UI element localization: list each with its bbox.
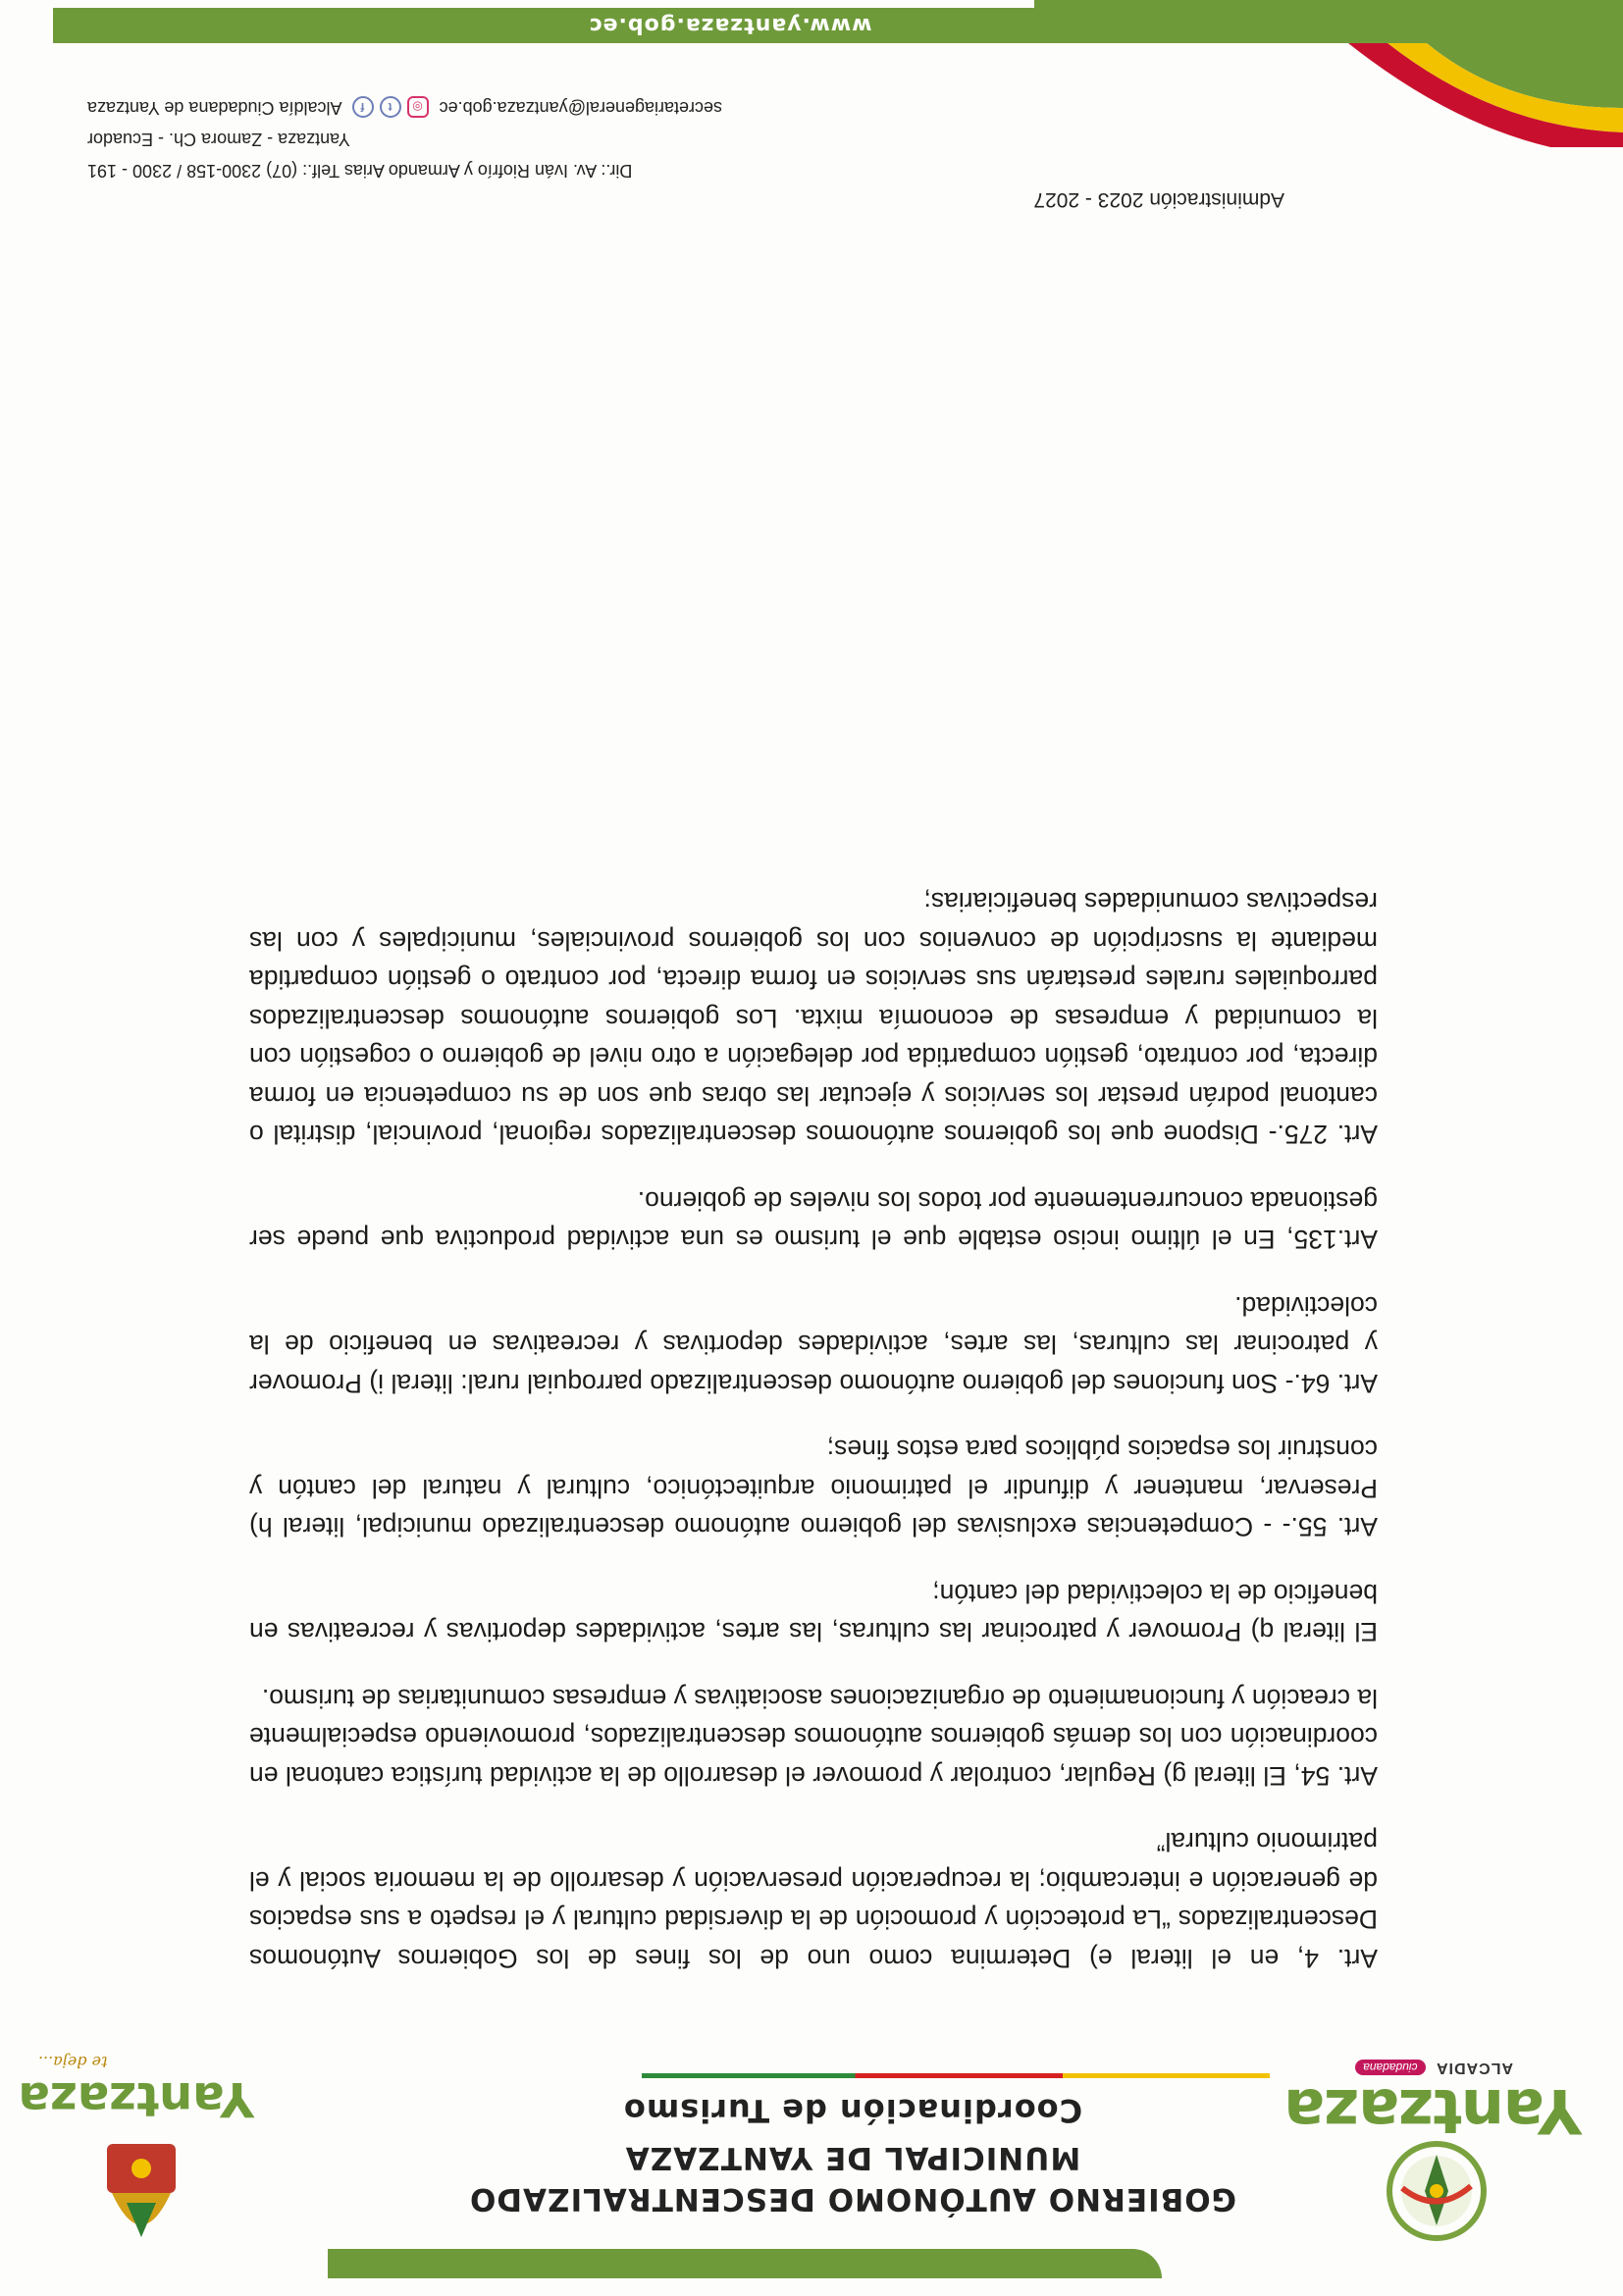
tricolor-rule [642,2073,1270,2078]
social-handle: Alcaldía Ciudadana de Yantzaza [87,98,342,118]
header-green-bar [328,2249,1162,2278]
institution-title-line1: GOBIERNO AUTÓNOMO DESCENTRALIZADO [468,2181,1237,2217]
contact-info [87,92,892,186]
alcaldia-text: ALCADIA [1436,2060,1513,2076]
orchid-emblem-icon [1378,2137,1495,2245]
institution-title-line2: MUNICIPAL DE YANTZAZA [624,2140,1081,2175]
email-social-line [87,92,892,124]
header-text-block [421,2092,1284,2219]
address-line: Dir.: Av. Iván Riofrío y Armando Arias Telf.: (07) 2300-158 / 2300 - 191 [87,161,633,181]
paragraph-art-55: Art. 55.- - Competencias exclusivas del gobierno autónomo descentralizado municipal, literal h) Preservar, mantener y difundir el patrimonio arquitectónico, cultural y natural del cantón y construir los espacios públicos para estos fines; [249,1435,1378,1542]
brand-tagline: te deja... [38,2053,108,2071]
letterhead-header [0,1982,1623,2296]
paragraph-art-135: Art.135, En el último inciso estable que el turismo es una actividad productiva que puede ser gestionada concurrentemente por todos los niveles de gobierno. [249,1186,1378,1255]
document-body [249,855,1378,1977]
alcaldia-label [1317,2047,1513,2076]
tourism-logo [18,2016,254,2262]
instagram-icon[interactable]: ◎ [407,96,429,118]
department-title: Coordinación de Turismo [622,2092,1083,2129]
email-address[interactable]: secretariageneral@yantzaza.gob.ec [439,98,723,118]
paragraph-art-64: Art. 64.- Son funciones del gobierno autónomo descentralizado parroquial rural: literal i) Promover y patrocinar las culturas, las artes, actividades deportivas y recreativas en beneficio de la colectividad. [249,1291,1378,1398]
ciudadana-badge: ciudadana [1355,2060,1425,2075]
city-line: Yantzaza - Zamora Ch. - Ecuador [87,130,350,149]
website-link[interactable]: www.yantzaza.gob.ec [588,13,872,37]
alcaldia-logo [1284,2044,1582,2245]
paragraph-art-54: Art. 54, El literal g) Regular, controlar y promover el desarrollo de la actividad turística cantonal en coordinación con los demás gobiernos autónomos descentralizados, promoviendo especialmente la creación y funcionamiento de organizaciones asociativas y empresas comunitarias de turismo. [249,1684,1378,1791]
facebook-icon[interactable]: f [352,96,374,118]
paragraph-literal-q: El literal q) Promover y patrocinar las culturas, las artes, actividades deportivas y recreativas en beneficio de la colectividad del cantón; [249,1579,1378,1647]
social-icons [352,96,429,118]
tourism-emblem-icon [97,2134,185,2262]
brand-left: Yantzaza [1284,2075,1582,2147]
paragraph-art-275: Art. 275.- Dispone que los gobiernos autónomos descentralizados regional, provincial, distrital o cantonal podrán prestar los servicios y ejecutar las obras que son de su competencia en forma directa, por contrato, gestión compartida por delegación a otro nivel de gobierno o cogestión con la comunidad y empresas de economía mixta. Los gobiernos autónomos descentralizados parroquiales rurales prestarán sus servicios en forma directa, por contrato o gestión compartida mediante la suscripción de convenios con los gobiernos provinciales, municipales y con las respectivas comunidades beneficiarias; [249,887,1378,1150]
twitter-icon[interactable]: t [380,96,401,118]
administration-period: Administración 2023 - 2027 [1033,188,1284,211]
paragraph-art-4: Art. 4, en el literal e) Determina como uno de los fines de los Gobiernos Autónomos Descentralizados “La protección y promoción de la diversidad cultural y el respeto a sus espacios de generación e intercambio; la recuperación preservación y desarrollo de la memoria social y el patrimonio cultural” [249,1827,1378,1973]
brand-right: Yantzaza [18,2071,254,2126]
